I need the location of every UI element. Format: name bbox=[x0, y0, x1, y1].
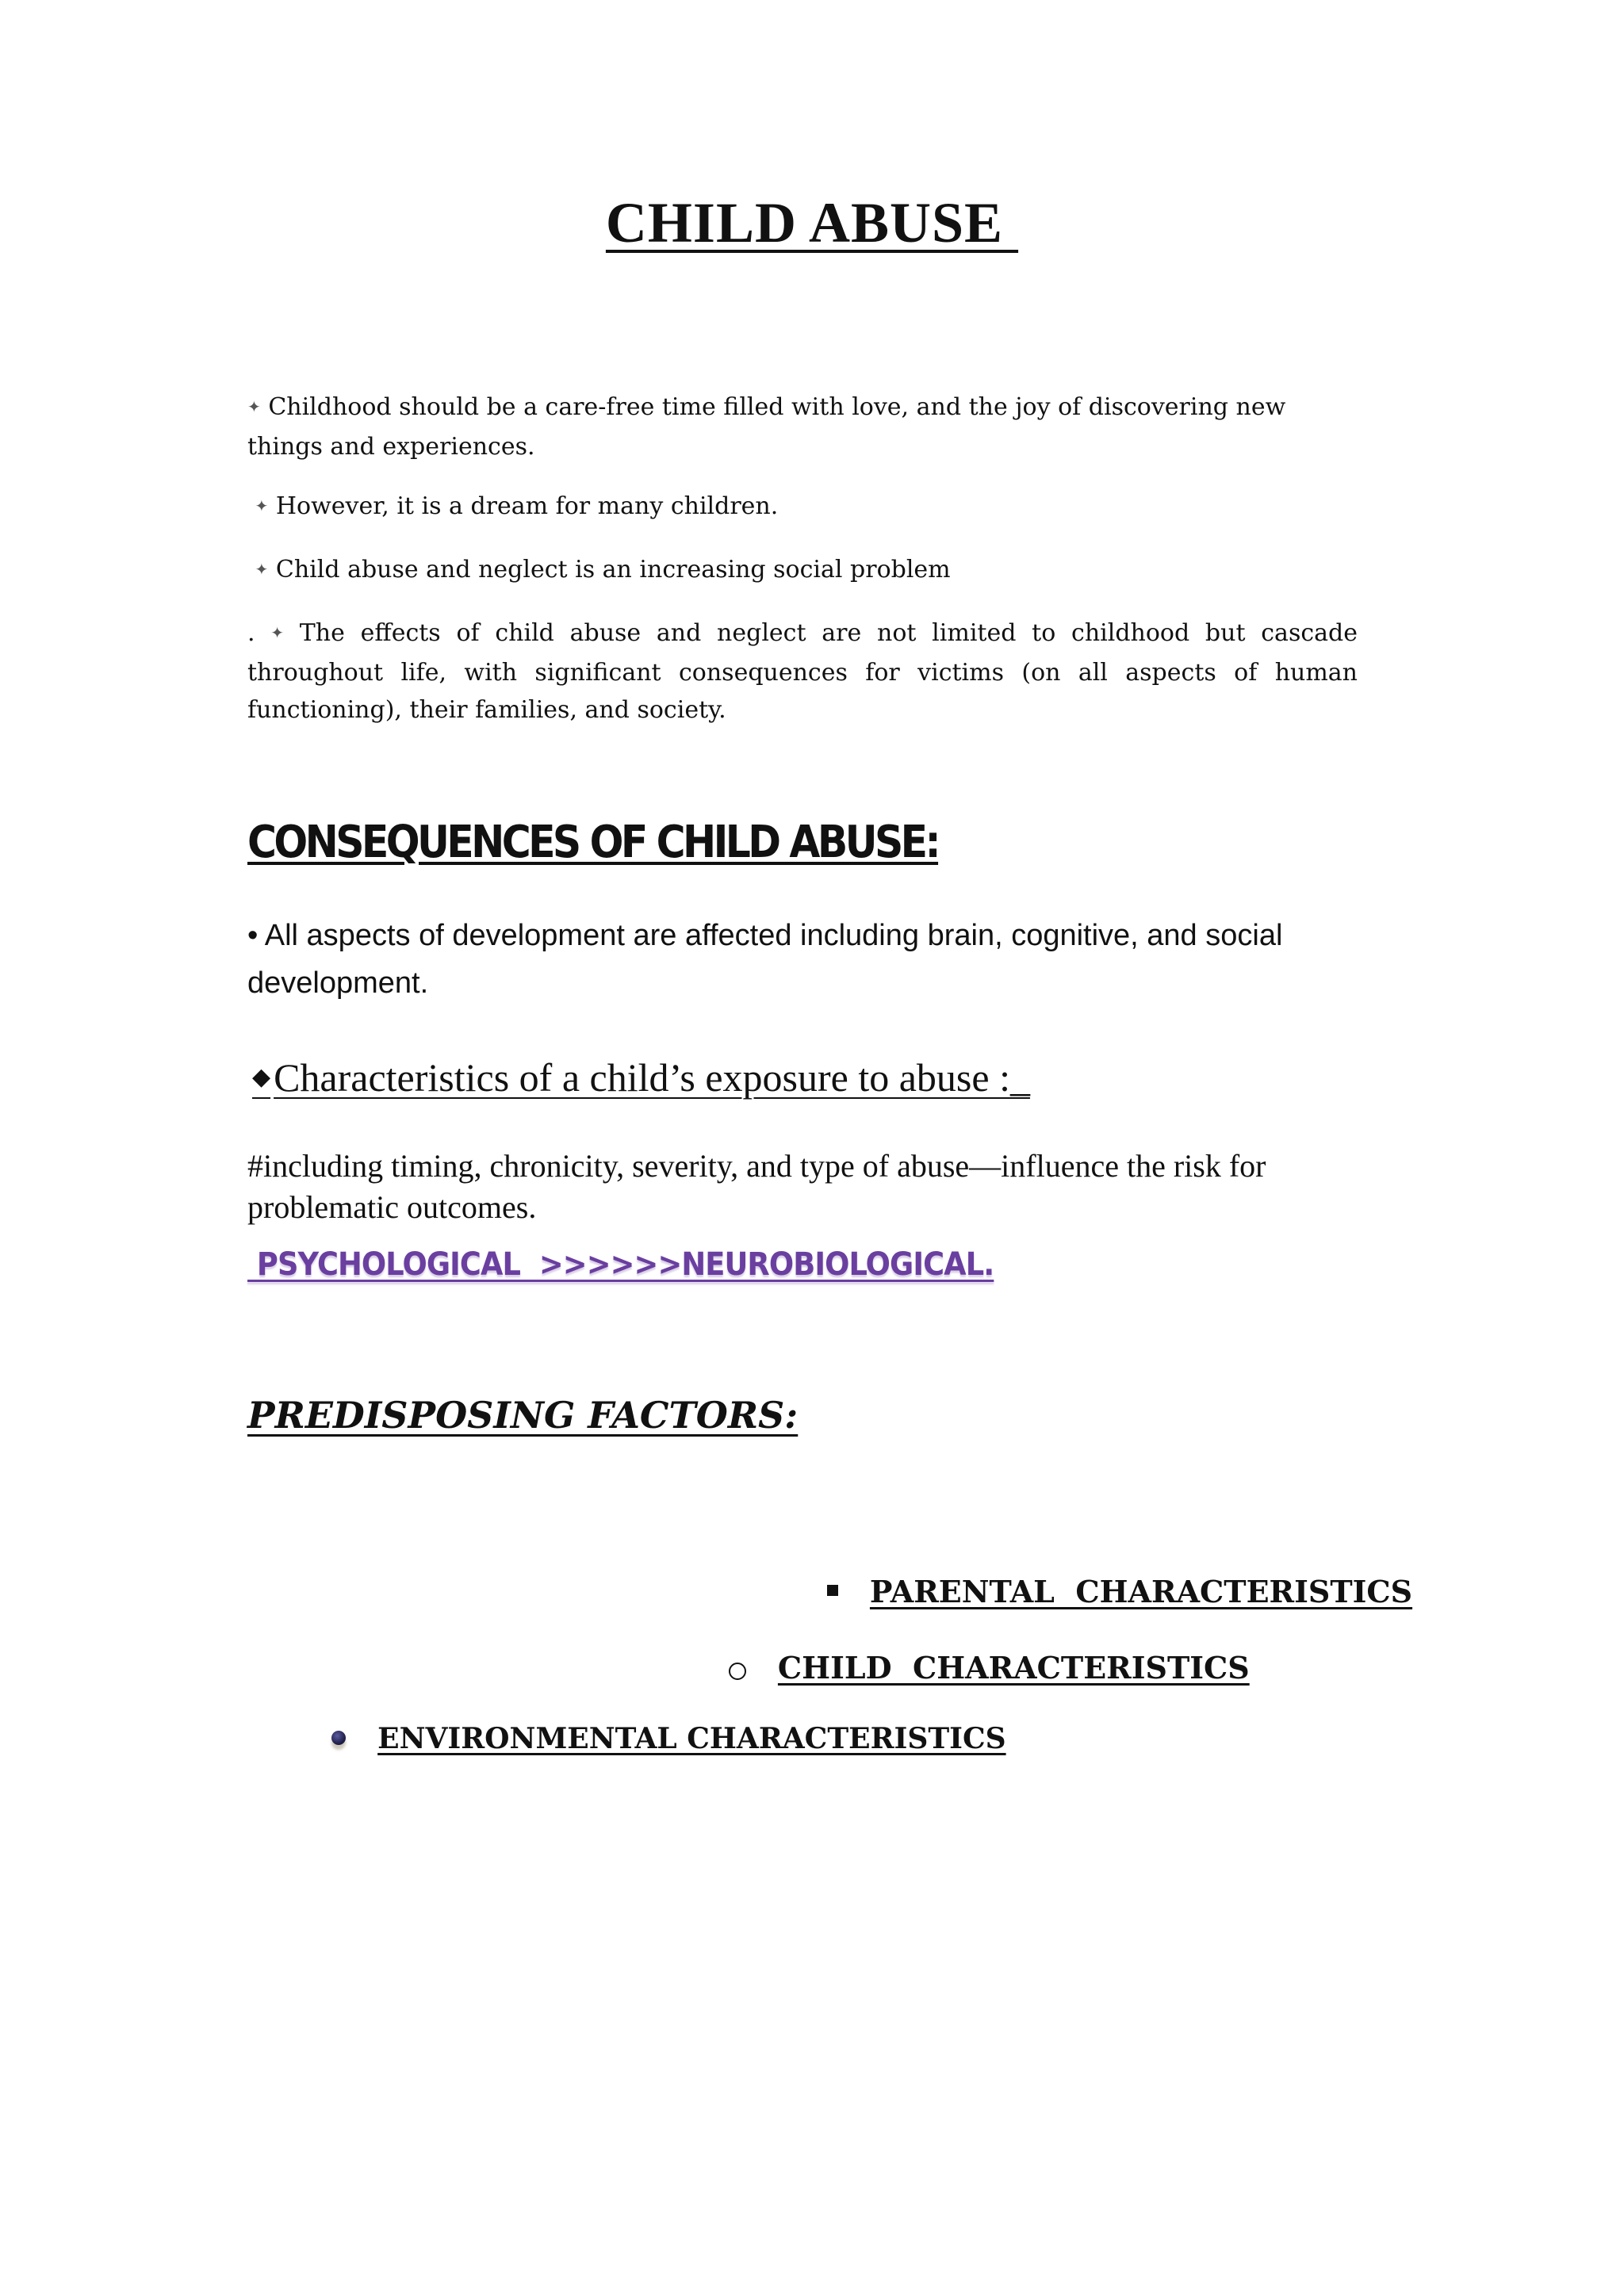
list-item-environmental bbox=[292, 1689, 1006, 1789]
intro-text-2: However, it is a dream for many children. bbox=[275, 492, 779, 520]
square-bullet-icon bbox=[827, 1585, 838, 1596]
characteristics-heading-text: Characteristics of a child’s exposure to abuse :_ bbox=[274, 1055, 1030, 1100]
list-item-label: ENVIRONMENTAL CHARACTERISTICS bbox=[377, 1722, 1006, 1755]
characteristics-heading bbox=[252, 1054, 1030, 1100]
intro-paragraph-3 bbox=[247, 551, 1358, 591]
intro-text-1: Childhood should be a care-free time filled with love, and the joy of discovering new things and experiences. bbox=[247, 393, 1286, 461]
list-item-label: PARENTAL CHARACTERISTICS bbox=[869, 1574, 1413, 1609]
intro-text-4: The effects of child abuse and neglect are not limited to childhood but cascade throughout life, with significant consequences for victims (on all aspects of human functioning), their families, and society. bbox=[247, 619, 1358, 724]
star-bullet-icon: ✦ bbox=[247, 397, 261, 416]
predisposing-heading: PREDISPOSING FACTORS: bbox=[247, 1394, 799, 1437]
star-bullet-icon: ✦ bbox=[255, 560, 269, 579]
intro-paragraph-4 bbox=[247, 614, 1358, 729]
intro-prefix-4: . bbox=[247, 619, 271, 647]
consequences-heading: CONSEQUENCES OF CHILD ABUSE: bbox=[247, 817, 939, 868]
consequences-bullet: • All aspects of development are affected including brain, cognitive, and social development. bbox=[247, 919, 1283, 1000]
intro-paragraph-1 bbox=[247, 388, 1358, 465]
document-title bbox=[0, 190, 1624, 256]
diamond-icon: ◆ bbox=[252, 1064, 271, 1090]
star-bullet-icon: ✦ bbox=[255, 496, 269, 515]
star-bullet-icon: ✦ bbox=[270, 623, 285, 642]
circle-bullet-icon bbox=[729, 1663, 746, 1680]
intro-text-3: Child abuse and neglect is an increasing social problem bbox=[275, 556, 951, 584]
intro-paragraph-2 bbox=[247, 488, 1358, 527]
characteristics-text: #including timing, chronicity, severity, and type of abuse—influence the risk for problematic outcomes. bbox=[247, 1148, 1266, 1225]
list-item-label: CHILD CHARACTERISTICS bbox=[777, 1650, 1250, 1686]
document-title-text: CHILD ABUSE bbox=[605, 191, 1019, 254]
psychological-neurobiological-line: PSYCHOLOGICAL >>>>>>NEUROBIOLOGICAL. bbox=[247, 1246, 994, 1283]
dot-bullet-icon bbox=[331, 1731, 346, 1745]
